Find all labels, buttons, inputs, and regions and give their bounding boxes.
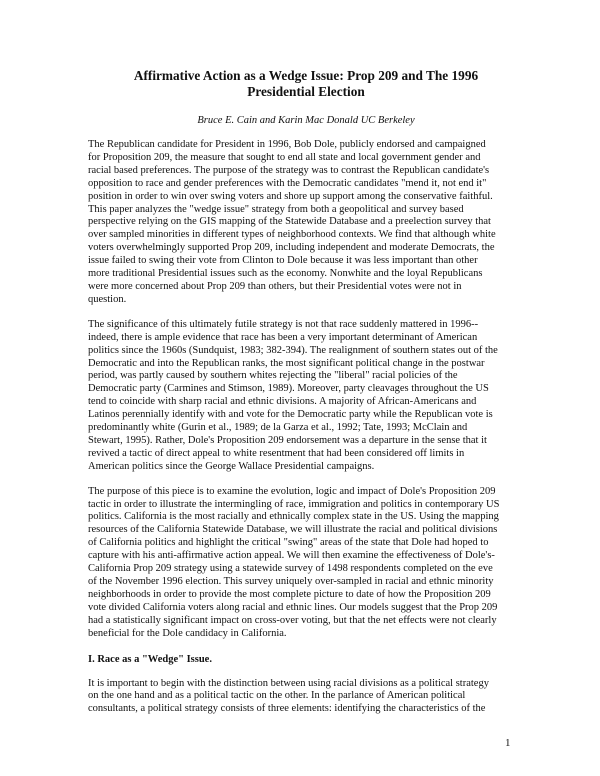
title-line: Presidential Election (247, 84, 365, 99)
text-line: Latinos perennially identify with and vote for the Democratic party while the Republican vote is (88, 409, 493, 421)
text-line: issue failed to swing their vote from Clinton to Dole because it was less important than other (88, 255, 478, 267)
paper-title (88, 68, 524, 100)
text-line: politics. California is the most racially and ethnically complex state in the US. Using the mapping (88, 511, 499, 523)
text-line: consultants, a political strategy consists of three elements: identifying the characteristics of the (88, 703, 486, 715)
text-line: The purpose of this piece is to examine the evolution, logic and impact of Dole's Proposition 209 (88, 485, 496, 497)
text-line: It is important to begin with the distinction between using racial divisions as a political strategy (88, 677, 489, 689)
text-line: The significance of this ultimately futile strategy is not that race suddenly mattered in 1996-- (88, 318, 479, 330)
text-line: capture with his anti-affirmative action appeal. We will then examine the effectiveness of Dole's- (88, 550, 495, 562)
page-number: 1 (505, 737, 511, 749)
text-line: Stewart, 1995). Rather, Dole's Proposition 209 endorsement was a departure in the sense that it (88, 434, 487, 446)
text-line: California Prop 209 strategy using a statewide survey of 1498 respondents completed on the eve (88, 563, 493, 575)
text-line: had a statistically significant impact on cross-over voting, but that the net effects were not clearly (88, 614, 497, 626)
section-heading: I. Race as a "Wedge" Issue. (88, 653, 212, 665)
text-line: position in order to win over swing voters and shore up support among the conservative faithful. (88, 190, 493, 202)
paragraph-purpose (88, 486, 524, 641)
document-page (88, 68, 524, 728)
author-line: Bruce E. Cain and Karin Mac Donald UC Berkeley (197, 115, 415, 126)
text-line: revived a tactic of direct appeal to white resentment that had been considered off limits in (88, 447, 465, 459)
text-line: more traditional Presidential issues such as the economy. Nonwhite and the loyal Republicans (88, 268, 483, 280)
text-line: over sampled minorities in different types of neighborhood contexts. We find that although white (88, 229, 496, 241)
text-line: neighborhoods in order to provide the most complete picture to date of how the Proposition 209 (88, 588, 491, 600)
text-line: were more concerned about Prop 209 than others, but their Presidential votes were not in (88, 280, 462, 292)
text-line: predominantly white (Gurin et al., 1989; de la Garza et al., 1992; Tate, 1993; McClain and (88, 422, 468, 434)
text-line: indeed, there is ample evidence that race has been a very important determinant of American (88, 331, 478, 343)
text-line: opposition to race and gender preferences with the Democratic candidates "mend it, not end it" (88, 177, 487, 189)
text-line: of California politics and highlight the critical "swing" areas of the state that Dole had hoped to (88, 537, 489, 549)
paragraph-abstract (88, 139, 524, 307)
text-line: tactic in order to illustrate the intermingling of race, immigration and politics in contemporary US (88, 498, 500, 510)
text-line: Democratic and into the Republican ranks, the most significant political change in the postwar (88, 357, 485, 369)
text-line: of the November 1996 election. This survey uniquely over-sampled in racial and ethnic minority (88, 576, 494, 587)
paragraph-significance (88, 319, 524, 474)
paragraph-section-intro (88, 678, 524, 717)
text-line: politics since the 1960s (Sundquist, 1983; 382-394). The realignment of southern states out of the (88, 344, 498, 356)
text-line: Democratic party (Carmines and Stimson, 1989). Moreover, party cleavages throughout the US (88, 383, 489, 395)
text-line: The Republican candidate for President in 1996, Bob Dole, publicly endorsed and campaigned (88, 139, 486, 150)
text-line: for Proposition 209, the measure that sought to end all state and local government gender and (88, 151, 481, 163)
text-line: tend to coincide with sharp racial and ethnic divisions. A majority of African-Americans and (88, 396, 477, 408)
text-line: period, was partly caused by southern whites rejecting the "liberal" racial policies of the (88, 370, 458, 382)
text-line: voters overwhelmingly supported Prop 209, including independent and moderate Democrats, the (88, 242, 495, 254)
text-line: racial based preferences. The purpose of the strategy was to contrast the Republican candidate's (88, 164, 490, 176)
text-line: This paper analyzes the "wedge issue" strategy from both a geopolitical and survey based (88, 203, 464, 215)
text-line: resources of the California Statewide Database, we will illustrate the racial and political divisions (88, 524, 498, 536)
text-line: on the one hand and as a political tactic on the other. In the parlance of American political (88, 690, 466, 702)
text-line: vote divided California voters along racial and ethnic lines. Our models suggest that the Prop 209 (88, 601, 498, 613)
text-line: American politics since the George Wallace Presidential campaigns. (88, 460, 375, 472)
text-line: perspective relying on the GIS mapping of the Statewide Database and a preelection survey that (88, 216, 491, 228)
text-line: question. (88, 293, 127, 305)
text-line: beneficial for the Dole candidacy in California. (88, 627, 287, 639)
title-line: Affirmative Action as a Wedge Issue: Prop 209 and The 1996 (133, 68, 479, 83)
